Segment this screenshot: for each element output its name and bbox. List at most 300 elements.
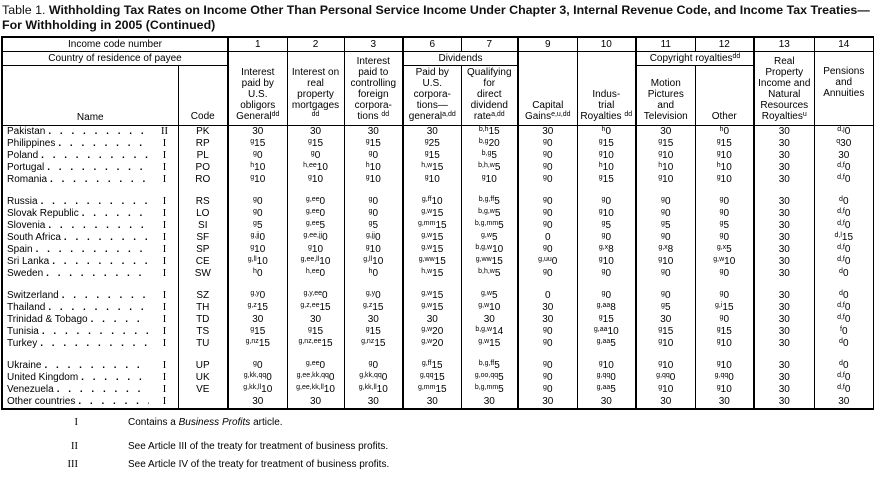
rate-cell: $^g$0 — [518, 360, 577, 372]
col-number-6: 6 — [403, 37, 461, 52]
rate-cell: $^h$10 — [344, 162, 403, 174]
rate-cell: $^g$5 — [344, 220, 403, 232]
country-name-cell — [2, 256, 178, 268]
rate-cell: $^g$10 — [287, 174, 344, 186]
rate-cell: $^g$0 — [577, 268, 636, 280]
rate-cell: $^{g,ff}$10 — [403, 196, 461, 208]
treaty-article-numeral: I — [162, 138, 167, 150]
country-code-cell: SI — [178, 220, 228, 232]
rate-cell: $^{g,y}$0 — [344, 290, 403, 302]
rate-cell: $^{d,f}$0 — [814, 220, 874, 232]
rate-cell: 30 — [287, 396, 344, 409]
rate-cell: $^{d,f}$0 — [814, 174, 874, 186]
country-name: Portugal — [7, 162, 45, 174]
rate-cell: $^g$10 — [577, 150, 636, 162]
rate-cell: $^g$15 — [344, 326, 403, 338]
rate-cell: 30 — [518, 125, 577, 138]
country-name-cell — [2, 326, 178, 338]
rate-cell: $^{g,ee,ll}$10 — [287, 256, 344, 268]
country-row — [2, 125, 874, 138]
rate-cell: $^{g,oo,qq}$5 — [461, 372, 518, 384]
rate-cell: $^{b,g}$5 — [461, 150, 518, 162]
dot-leader — [50, 174, 148, 186]
rate-cell: $^{d,f}$0 — [814, 208, 874, 220]
country-name: Pakistan — [7, 126, 46, 138]
country-name-cell — [2, 125, 178, 138]
rate-cell: $^g$10 — [695, 150, 754, 162]
country-code-cell: TU — [178, 338, 228, 350]
rate-cell: $^g$15 — [403, 150, 461, 162]
rate-cell: $^{g,ll}$10 — [228, 256, 287, 268]
rate-cell: $^{d,f}$0 — [814, 302, 874, 314]
col-number-12: 12 — [695, 37, 754, 52]
rate-cell: $^d$0 — [814, 268, 874, 280]
treaty-article-numeral: I — [162, 150, 167, 162]
rate-cell: $^g$10 — [636, 150, 695, 162]
rate-cell: $^{g,jj}$0 — [344, 232, 403, 244]
rate-cell: 30 — [754, 314, 814, 326]
treaty-article-numeral: I — [162, 302, 167, 314]
rate-cell: $^{g,aa}$5 — [577, 338, 636, 350]
dot-leader — [44, 360, 148, 372]
col-number-2: 2 — [287, 37, 344, 52]
rate-cell: $^d$0 — [814, 290, 874, 302]
country-code-cell: SF — [178, 232, 228, 244]
country-name: Romania — [7, 174, 48, 186]
rate-cell: $^g$0 — [636, 208, 695, 220]
rate-cell: $^g$10 — [461, 174, 518, 186]
col-number-10: 10 — [577, 37, 636, 52]
rate-cell: $^g$0 — [695, 208, 754, 220]
rate-cell: $^{g,y,ee}$0 — [287, 290, 344, 302]
treaty-article-numeral: I — [162, 256, 167, 268]
rate-cell: 30 — [814, 150, 874, 162]
rate-cell: $^g$15 — [695, 138, 754, 150]
rate-cell: $^{b,g,mm}$5 — [461, 384, 518, 396]
rate-cell: $^g$0 — [518, 244, 577, 256]
rate-cell: $^{d,f}$0 — [814, 384, 874, 396]
dot-leader — [42, 326, 149, 338]
treaty-article-numeral: I — [162, 232, 167, 244]
rate-cell: $^g$15 — [636, 138, 695, 150]
rate-cell: $^q$30 — [814, 138, 874, 150]
rate-cell: $^{g,mm}$15 — [403, 384, 461, 396]
rate-cell: 30 — [754, 326, 814, 338]
rate-cell: $^{g,nz}$15 — [344, 338, 403, 350]
country-row — [2, 290, 874, 302]
country-row — [2, 396, 874, 409]
rate-cell: 30 — [228, 314, 287, 326]
rate-cell: $^g$0 — [518, 326, 577, 338]
rate-cell: $^{d,f}$0 — [814, 372, 874, 384]
col-number-9: 9 — [518, 37, 577, 52]
rate-cell: 30 — [754, 302, 814, 314]
rate-cell: $^{g,w}$15 — [403, 302, 461, 314]
rate-cell: $^{b,g,w}$10 — [461, 244, 518, 256]
rate-cell: $^h$0 — [695, 125, 754, 138]
rate-cell: $^{g,w}$20 — [403, 326, 461, 338]
rate-cell: $^{b,h}$15 — [461, 125, 518, 138]
rate-cell: $^g$0 — [228, 150, 287, 162]
rate-cell: $^g$15 — [287, 138, 344, 150]
country-name-cell — [2, 338, 178, 350]
rate-cell: $^{h,ee}$10 — [287, 162, 344, 174]
capital-gains-header: Capital Gains$^{e,u,dd}$ — [518, 51, 577, 125]
country-code-cell: TH — [178, 302, 228, 314]
rate-cell: $^g$5 — [636, 220, 695, 232]
country-code-cell: UK — [178, 372, 228, 384]
rate-cell: $^g$10 — [636, 256, 695, 268]
rate-cell: 30 — [754, 268, 814, 280]
rate-cell: $^h$0 — [344, 268, 403, 280]
rate-cell: $^{g,x}$8 — [577, 244, 636, 256]
rate-cell: $^g$10 — [228, 174, 287, 186]
treaty-article-numeral: I — [162, 268, 167, 280]
rate-cell: $^g$5 — [695, 220, 754, 232]
rate-cell: $^{g,ww}$15 — [403, 256, 461, 268]
rate-cell: $^{g,ee}$0 — [287, 196, 344, 208]
withholding-rates-table — [1, 36, 874, 410]
rate-cell: $^g$0 — [344, 150, 403, 162]
country-row — [2, 208, 874, 220]
dot-leader — [52, 256, 148, 268]
rate-cell: $^{g,ee}$0 — [287, 208, 344, 220]
treaty-article-numeral: I — [162, 244, 167, 256]
rate-cell: $^g$5 — [577, 220, 636, 232]
name-header: Name — [2, 65, 178, 125]
country-row — [2, 256, 874, 268]
rate-cell: $^g$10 — [403, 174, 461, 186]
rate-cell: $^g$0 — [518, 208, 577, 220]
rate-cell: $^g$10 — [577, 208, 636, 220]
rate-cell: $^{g,aa}$8 — [577, 302, 636, 314]
country-name: Russia — [7, 196, 38, 208]
rate-cell: $^g$0 — [518, 220, 577, 232]
dividends-qualifying-direct-header: Qualifying for direct dividend rate$^{a,dd}$ — [461, 65, 518, 125]
treaty-article-numeral: I — [162, 196, 167, 208]
rate-cell: $^g$15 — [636, 326, 695, 338]
rate-cell: $^{g,ee}$0 — [287, 360, 344, 372]
rate-cell: $^{g,aa}$5 — [577, 384, 636, 396]
rate-cell: $^g$10 — [344, 244, 403, 256]
rate-cell: 30 — [636, 396, 695, 409]
footnote-text: See Article III of the treaty for treatment of business profits. — [128, 440, 389, 452]
rate-cell: $^g$0 — [228, 360, 287, 372]
rate-cell: $^{g,qq}$15 — [403, 372, 461, 384]
rate-cell: $^{g,w}$15 — [403, 244, 461, 256]
rate-cell: $^{d,f}$0 — [814, 256, 874, 268]
rate-cell: $^{d,f}$0 — [814, 244, 874, 256]
country-name-cell — [2, 232, 178, 244]
country-name-cell — [2, 360, 178, 372]
treaty-article-numeral: I — [162, 314, 167, 326]
country-name-cell — [2, 244, 178, 256]
country-name: Trinidad & Tobago — [7, 314, 88, 326]
rate-cell: $^{b,g,ff}$5 — [461, 196, 518, 208]
rate-cell: 30 — [754, 174, 814, 186]
group-spacer-row — [2, 280, 874, 290]
country-row — [2, 372, 874, 384]
interest-real-property-header: Interest on real property mortgages $^{dd}$ — [287, 51, 344, 125]
rate-cell: $^g$5 — [636, 302, 695, 314]
rate-cell: $^g$15 — [287, 326, 344, 338]
col-number-7: 7 — [461, 37, 518, 52]
rate-cell: $^g$0 — [518, 162, 577, 174]
rate-cell: $^{g,ww}$15 — [461, 256, 518, 268]
country-row — [2, 268, 874, 280]
rate-cell: $^g$5 — [228, 220, 287, 232]
rate-cell: 30 — [754, 372, 814, 384]
rate-cell: $^{g,qq}$0 — [636, 372, 695, 384]
country-code-cell: TS — [178, 326, 228, 338]
country-code-cell: TD — [178, 314, 228, 326]
country-name-cell — [2, 220, 178, 232]
country-name: Switzerland — [7, 290, 59, 302]
country-name-cell — [2, 138, 178, 150]
rate-cell: $^{g,aa}$10 — [577, 326, 636, 338]
rate-cell: 30 — [754, 338, 814, 350]
country-name-cell — [2, 150, 178, 162]
footnote-symbol: III — [67, 458, 78, 470]
country-name-cell — [2, 372, 178, 384]
country-name-cell — [2, 162, 178, 174]
rate-cell: 30 — [636, 125, 695, 138]
rate-cell: 30 — [754, 220, 814, 232]
rate-cell: 30 — [403, 125, 461, 138]
rate-cell: $^f$0 — [814, 326, 874, 338]
rate-cell: $^g$0 — [518, 150, 577, 162]
rate-cell: $^d$0 — [814, 338, 874, 350]
real-property-income-header: Real Property Income and Natural Resources Royalties$^u$ — [754, 51, 814, 125]
rate-cell: 30 — [228, 396, 287, 409]
rate-cell: 30 — [754, 396, 814, 409]
country-code-cell: RO — [178, 174, 228, 186]
rate-cell: $^g$0 — [518, 338, 577, 350]
dot-leader — [48, 302, 148, 314]
rate-cell: 30 — [287, 125, 344, 138]
treaty-article-numeral: I — [162, 338, 167, 350]
rate-cell: $^{g,z,ee}$15 — [287, 302, 344, 314]
country-name-cell — [2, 268, 178, 280]
rate-cell: $^{g,jj}$0 — [228, 232, 287, 244]
subheader-row — [2, 65, 874, 125]
rate-cell: 30 — [344, 396, 403, 409]
treaty-article-numeral: II — [161, 126, 168, 138]
dot-leader — [62, 290, 149, 302]
rate-cell: 30 — [754, 208, 814, 220]
rate-cell: $^g$15 — [695, 326, 754, 338]
treaty-article-numeral: I — [162, 290, 167, 302]
country-row — [2, 232, 874, 244]
rate-cell: $^{b,h,w}$5 — [461, 268, 518, 280]
rate-cell: $^{g,w}$15 — [403, 232, 461, 244]
rate-cell: 30 — [814, 396, 874, 409]
rate-cell: $^{g,qq}$0 — [577, 372, 636, 384]
dot-leader — [64, 232, 149, 244]
table-title — [0, 0, 874, 36]
col-number-3: 3 — [344, 37, 403, 52]
rate-cell: $^{g,qq}$0 — [695, 372, 754, 384]
copyright-royalties-header: Copyright royalties$^{dd}$ — [636, 51, 754, 65]
rate-cell: 30 — [636, 314, 695, 326]
country-name-cell — [2, 208, 178, 220]
country-name: Slovak Republic — [7, 208, 79, 220]
rate-cell: $^g$0 — [636, 268, 695, 280]
rate-cell: $^g$0 — [636, 196, 695, 208]
country-of-residence-header: Country of residence of payee — [2, 51, 228, 65]
rate-cell: $^g$0 — [287, 150, 344, 162]
treaty-article-numeral: I — [162, 326, 167, 338]
dot-leader — [46, 268, 148, 280]
country-row — [2, 302, 874, 314]
rate-cell: $^{g,mm}$15 — [403, 220, 461, 232]
table-title-text: Withholding Tax Rates on Income Other Than Personal Service Income Under Chapter 3, Internal Revenue Code, and Income Tax Treaties—For Withholding in 2005 (Continued) — [2, 3, 870, 32]
rate-cell: $^g$0 — [577, 196, 636, 208]
rate-cell: $^g$15 — [577, 138, 636, 150]
rate-cell: 30 — [344, 125, 403, 138]
footnote-symbol: I — [74, 416, 78, 428]
country-row — [2, 314, 874, 326]
rate-cell: 30 — [403, 314, 461, 326]
rate-cell: $^{h,w}$15 — [403, 268, 461, 280]
rate-cell: 30 — [754, 290, 814, 302]
rate-cell: $^{g,w}$15 — [403, 208, 461, 220]
rate-cell: $^{g,w}$10 — [695, 256, 754, 268]
country-name: Venezuela — [7, 384, 54, 396]
dot-leader — [41, 150, 148, 162]
rate-cell: $^{g,w}$15 — [403, 290, 461, 302]
rate-cell: $^{g,w}$5 — [461, 290, 518, 302]
rate-cell: $^g$15 — [228, 138, 287, 150]
rate-cell: $^{b,g}$20 — [461, 138, 518, 150]
rate-cell: $^{g,z}$15 — [344, 302, 403, 314]
dot-leader — [48, 126, 148, 138]
rate-cell: $^{h,w}$15 — [403, 162, 461, 174]
rate-cell: $^{b,g,w}$14 — [461, 326, 518, 338]
rate-cell: $^{g,w}$10 — [461, 302, 518, 314]
rate-cell: $^{g,y}$0 — [228, 290, 287, 302]
table-number: Table 1. — [2, 3, 46, 17]
rate-cell: $^h$10 — [695, 162, 754, 174]
code-header: Code — [178, 65, 228, 125]
country-name-cell — [2, 314, 178, 326]
industrial-royalties-header: Indus- trial Royalties $^{dd}$ — [577, 51, 636, 125]
footnote-row — [0, 459, 874, 471]
rate-cell: $^{g,w}$5 — [461, 232, 518, 244]
rate-cell: $^{d,l}$15 — [814, 232, 874, 244]
country-name: Sweden — [7, 268, 44, 280]
rate-cell: $^{g,uu}$0 — [518, 256, 577, 268]
motion-pictures-television-header: Motion Pictures and Television — [636, 65, 695, 125]
rate-cell: $^g$10 — [636, 360, 695, 372]
rate-cell: 30 — [754, 138, 814, 150]
rate-cell: $^g$10 — [636, 338, 695, 350]
rate-cell: $^{b,g,w}$5 — [461, 208, 518, 220]
country-code-cell: RP — [178, 138, 228, 150]
rate-cell: $^{g,nz}$15 — [228, 338, 287, 350]
country-code-cell: CE — [178, 256, 228, 268]
rate-cell: $^g$0 — [228, 208, 287, 220]
rate-cell: 30 — [577, 396, 636, 409]
rate-cell: $^g$0 — [518, 138, 577, 150]
rate-cell: $^{g,ff}$15 — [403, 360, 461, 372]
rate-cell: $^d$0 — [814, 196, 874, 208]
country-name-cell — [2, 290, 178, 302]
rate-cell: $^g$0 — [344, 360, 403, 372]
rate-cell: $^{g,w}$15 — [461, 338, 518, 350]
country-code-cell: PL — [178, 150, 228, 162]
country-code-cell: PO — [178, 162, 228, 174]
rate-cell: $^g$0 — [695, 290, 754, 302]
dot-leader — [41, 196, 149, 208]
col-number-14: 14 — [814, 37, 874, 52]
country-name: Philippines — [7, 138, 56, 150]
col-number-13: 13 — [754, 37, 814, 52]
rate-cell: 30 — [754, 232, 814, 244]
rate-cell: $^{g,ll}$10 — [344, 256, 403, 268]
rate-cell: 30 — [754, 125, 814, 138]
dot-leader — [36, 244, 149, 256]
rate-cell: $^{g,x}$5 — [695, 244, 754, 256]
rate-cell: $^g$0 — [344, 208, 403, 220]
rate-cell: 30 — [695, 396, 754, 409]
pensions-annuities-header: Pensions and Annuities — [814, 51, 874, 125]
rate-cell: $^g$10 — [695, 174, 754, 186]
rate-cell: $^{d,f}$0 — [814, 162, 874, 174]
country-code-cell: SZ — [178, 290, 228, 302]
country-name: United Kingdom — [7, 372, 79, 384]
rate-cell: $^{d,f}$0 — [814, 314, 874, 326]
country-name: Ukraine — [7, 360, 42, 372]
dot-leader — [82, 208, 149, 220]
treaty-article-numeral: I — [162, 396, 167, 408]
rate-cell: $^g$0 — [577, 232, 636, 244]
country-name: Other countries — [7, 396, 76, 408]
rate-cell: 30 — [754, 256, 814, 268]
treaty-article-numeral: I — [162, 162, 167, 174]
rate-cell: $^{b,g,ff}$5 — [461, 360, 518, 372]
rate-cell: $^h$0 — [577, 125, 636, 138]
rate-cell: $^g$0 — [636, 290, 695, 302]
rate-cell: $^g$0 — [518, 174, 577, 186]
country-row — [2, 326, 874, 338]
rate-cell: $^{h,ee}$0 — [287, 268, 344, 280]
rate-cell: $^{g,ee,jj}$0 — [287, 232, 344, 244]
rate-cell: $^{g,ee,kk,qq}$0 — [287, 372, 344, 384]
rate-cell: $^{g,i}$15 — [695, 302, 754, 314]
footnote-text: Contains a Business Profits article. — [128, 416, 283, 428]
rate-cell: $^g$10 — [344, 174, 403, 186]
rate-cell: $^{g,ee}$5 — [287, 220, 344, 232]
country-row — [2, 360, 874, 372]
rate-cell: $^g$0 — [518, 384, 577, 396]
rate-cell: $^{g,z}$15 — [228, 302, 287, 314]
country-row — [2, 244, 874, 256]
rate-cell: $^g$15 — [577, 314, 636, 326]
country-row — [2, 220, 874, 232]
rate-cell: $^g$0 — [518, 196, 577, 208]
country-name: Slovenia — [7, 220, 46, 232]
rate-cell: 30 — [754, 384, 814, 396]
rate-cell: $^g$10 — [577, 360, 636, 372]
treaty-article-numeral: I — [162, 384, 167, 396]
country-name-cell — [2, 384, 178, 396]
rate-cell: $^g$10 — [695, 360, 754, 372]
rate-cell: $^h$10 — [577, 162, 636, 174]
rate-cell: 30 — [518, 396, 577, 409]
rate-cell: $^h$0 — [228, 268, 287, 280]
rate-cell: $^g$0 — [344, 196, 403, 208]
